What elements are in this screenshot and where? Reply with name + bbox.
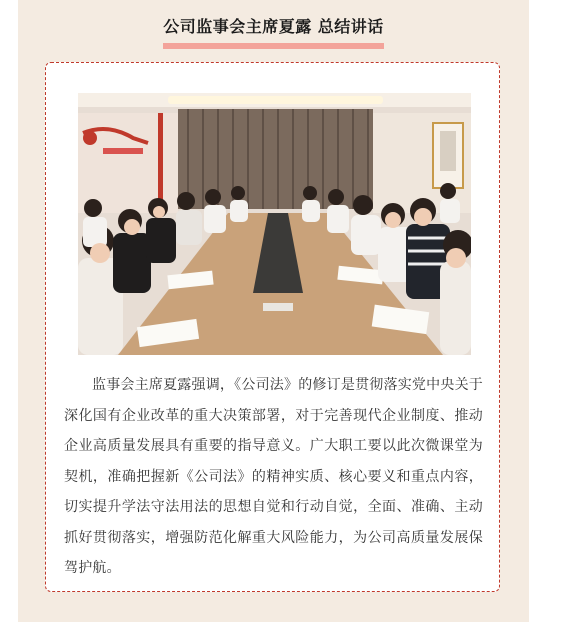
meeting-photo: [78, 93, 471, 355]
heading-underline: [163, 43, 384, 49]
content-card: [45, 62, 500, 592]
article-heading: 公司监事会主席夏露 总结讲话: [163, 17, 384, 36]
article-body: 监事会主席夏露强调，《公司法》的修订是贯彻落实党中央关于深化国有企业改革的重大决策部署，对于完善现代企业制度、推动企业高质量发展具有重要的指导意义。广大职工要以此次微课堂为契机，准确把握新《公司法》的精神实质、核心要义和重点内容，切实提升学法守法用法的思想自觉和行动自觉，全面、准确、主动抓好贯彻落实，增强防范化解重大风险能力，为公司高质量发展保驾护航。: [64, 377, 483, 576]
article-container: [18, 0, 529, 622]
heading-wrap: [18, 14, 529, 43]
